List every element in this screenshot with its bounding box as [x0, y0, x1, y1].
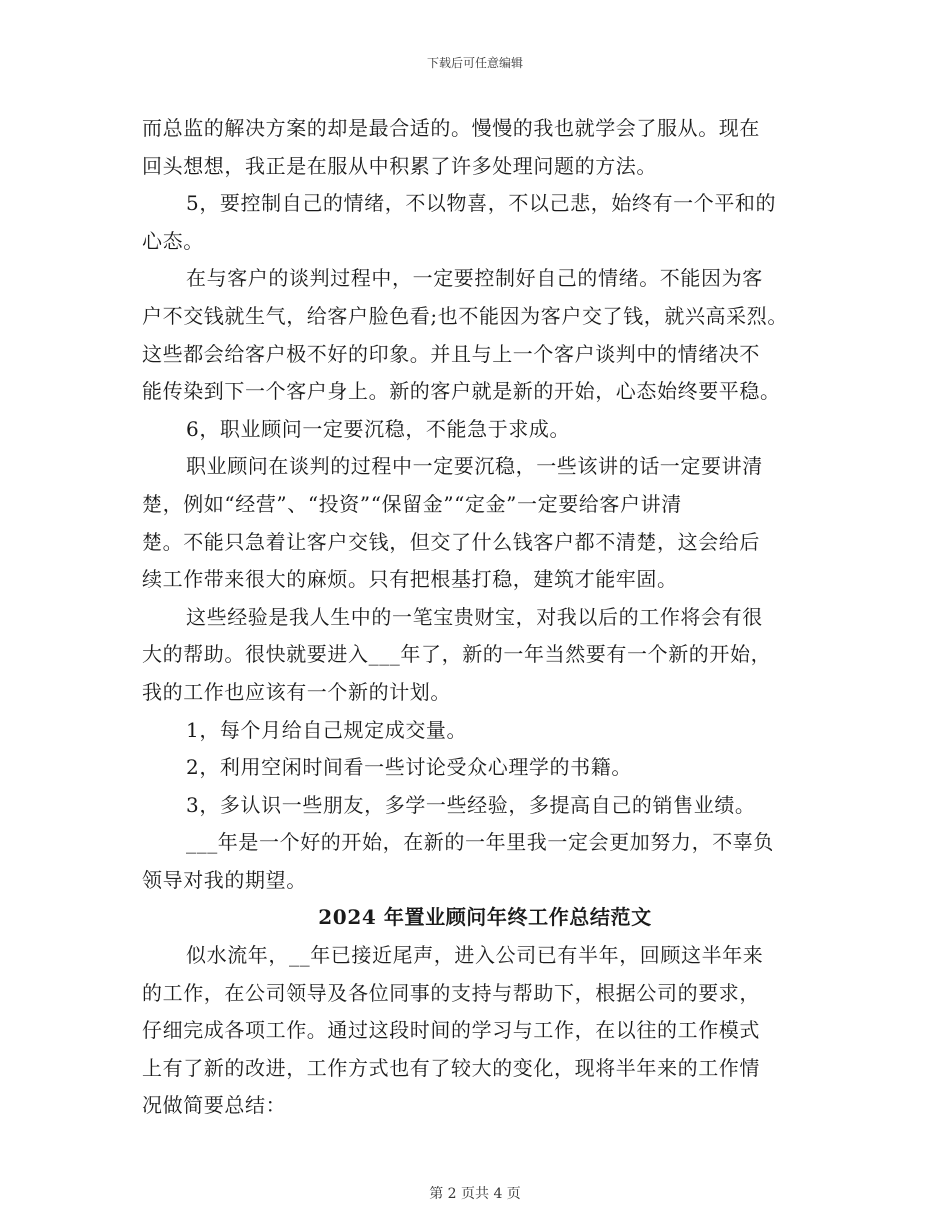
text-line: 1，每个月给自己规定成交量。 [186, 717, 468, 742]
text-line: 的工作，在公司领导及各位同事的支持与帮助下，根据公司的要求， [142, 980, 760, 1005]
text-line: 3，多认识一些朋友，多学一些经验，多提高自己的销售业绩。 [186, 792, 756, 817]
text-line: 这些都会给客户极不好的印象。并且与上一个客户谈判中的情绪决不 [142, 341, 760, 366]
text-line: 5，要控制自己的情绪，不以物喜，不以己悲，始终有一个平和的 [186, 191, 777, 216]
text-line: 在与客户的谈判过程中，一定要控制好自己的情绪。不能因为客 [186, 266, 763, 291]
text-line: 楚，例如“经营”、“投资”“保留金”“定金”一定要给客户讲清 [142, 491, 682, 516]
text-line: 6，职业顾问一定要沉稳，不能急于求成。 [186, 416, 571, 441]
document-body [142, 110, 822, 1125]
text-line: 似水流年，__年已接近尾声，进入公司已有半年，回顾这半年来 [186, 943, 764, 968]
page-footer: 第 2 页共 4 页 [429, 1186, 521, 1202]
text-line: 户不交钱就生气，给客户脸色看;也不能因为客户交了钱，就兴高采烈。 [142, 303, 788, 328]
text-line: 大的帮助。很快就要进入___年了，新的一年当然要有一个新的开始， [142, 642, 772, 667]
page-header: 下载后可任意编辑 [426, 56, 523, 70]
text-line: 仔细完成各项工作。通过这段时间的学习与工作，在以往的工作模式 [142, 1018, 760, 1043]
text-line: 领导对我的期望。 [142, 867, 307, 892]
text-line: 而总监的解决方案的却是最合适的。慢慢的我也就学会了服从。现在 [142, 116, 760, 140]
text-line: 续工作带来很大的麻烦。只有把根基打稳，建筑才能牢固。 [142, 567, 678, 592]
text-line: 楚。不能只急着让客户交钱，但交了什么钱客户都不清楚，这会给后 [142, 529, 760, 554]
text-line: 2，利用空闲时间看一些讨论受众心理学的书籍。 [186, 755, 632, 780]
text-line: 心态。 [142, 228, 204, 253]
text-line: 能传染到下一个客户身上。新的客户就是新的开始，心态始终要平稳。 [142, 379, 781, 404]
section-title: 2024 年置业顾问年终工作总结范文 [318, 905, 652, 930]
text-line: 职业顾问在谈判的过程中一定要沉稳，一些该讲的话一定要讲清 [186, 454, 763, 479]
text-line: 上有了新的改进，工作方式也有了较大的变化，现将半年来的工作情 [142, 1055, 760, 1080]
text-line: ___年是一个好的开始，在新的一年里我一定会更加努力，不辜负 [186, 830, 774, 855]
text-line: 回头想想，我正是在服从中积累了许多处理问题的方法。 [142, 153, 657, 178]
text-line: 这些经验是我人生中的一笔宝贵财宝，对我以后的工作将会有很 [186, 604, 763, 629]
text-line: 况做简要总结： [142, 1093, 287, 1118]
text-line: 我的工作也应该有一个新的计划。 [142, 679, 451, 704]
